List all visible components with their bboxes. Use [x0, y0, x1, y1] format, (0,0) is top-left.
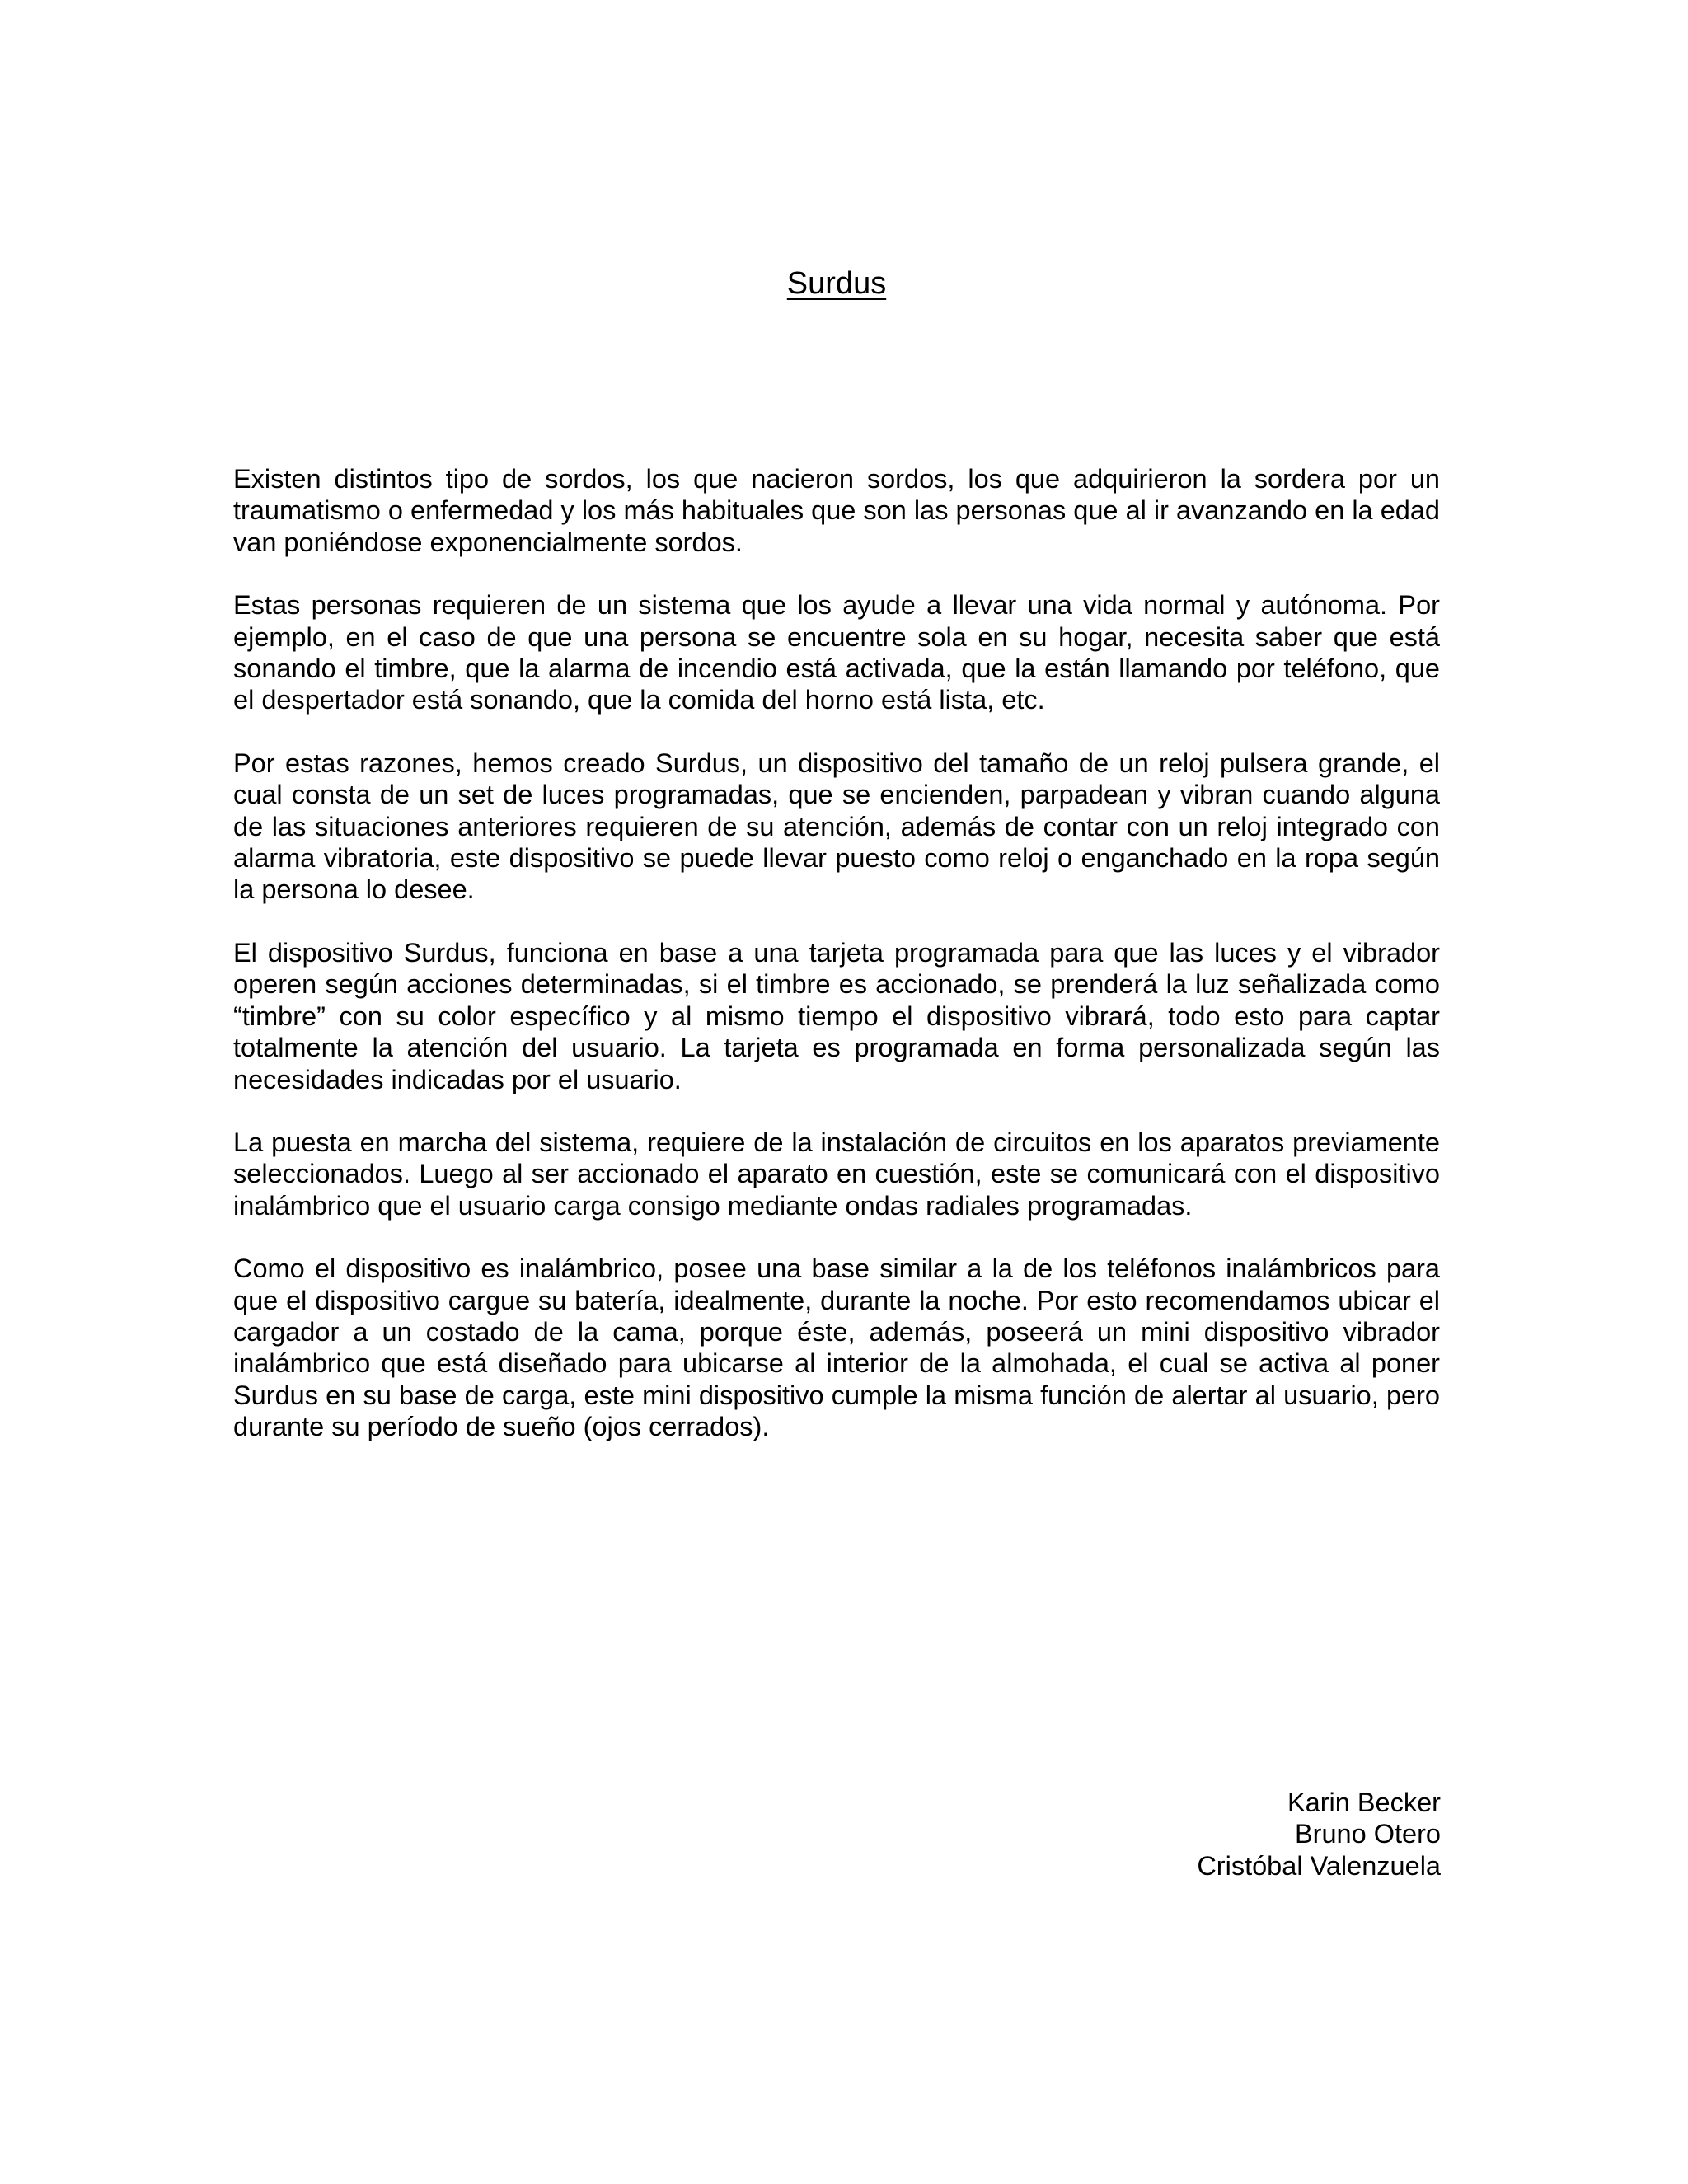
paragraph-5: La puesta en marcha del sistema, requiere de la instalación de circuitos en los aparatos previamente seleccionados. Luego al ser accionado el aparato en cuestión, este se comunicará con el dispositivo inalámbrico que el usuario carga consigo mediante ondas radiales programadas.: [233, 1127, 1440, 1221]
paragraph-3: Por estas razones, hemos creado Surdus, un dispositivo del tamaño de un reloj pulsera grande, el cual consta de un set de luces programadas, que se encienden, parpadean y vibran cuando alguna de las situaciones anteriores requieren de su atención, además de contar con un reloj integrado con alarma vibratoria, este dispositivo se puede llevar puesto como reloj o enganchado en la ropa según la persona lo desee.: [233, 748, 1440, 905]
document-title: Surdus: [786, 266, 887, 301]
author-name: Cristóbal Valenzuela: [1197, 1850, 1441, 1881]
paragraph-2: Estas personas requieren de un sistema que los ayude a llevar una vida normal y autónoma. Por ejemplo, en el caso de que una persona se encuentre sola en su hogar, necesita saber que está sonando el timbre, que la alarma de incendio está activada, que la están llamando por teléfono, que el despertador está sonando, que la comida del horno está lista, etc.: [233, 590, 1440, 715]
paragraph-4: El dispositivo Surdus, funciona en base a una tarjeta programada para que las luces y el vibrador operen según acciones determinadas, si el timbre es accionado, se prenderá la luz señalizada como “timbre” con su color específico y al mismo tiempo el dispositivo vibrará, todo esto para captar totalmente la atención del usuario. La tarjeta es programada en forma personalizada según las necesidades indicadas por el usuario.: [233, 937, 1440, 1094]
document-body: [233, 463, 1440, 1474]
paragraph-1: Existen distintos tipo de sordos, los que nacieron sordos, los que adquirieron la sordera por un traumatismo o enfermedad y los más habituales que son las personas que al ir avanzando en la edad van poniéndose exponencialmente sordos.: [233, 464, 1440, 557]
author-list: [1197, 1787, 1441, 1882]
paragraph-6: Como el dispositivo es inalámbrico, posee una base similar a la de los teléfonos inalámbricos para que el dispositivo cargue su batería, idealmente, durante la noche. Por esto recomendamos ubicar el cargador a un costado de la cama, porque éste, además, poseerá un mini dispositivo vibrador inalámbrico que está diseñado para ubicarse al interior de la almohada, el cual se activa al poner Surdus en su base de carga, este mini dispositivo cumple la misma función de alertar al usuario, pero durante su período de sueño (ojos cerrados).: [233, 1254, 1440, 1442]
author-name: Karin Becker: [1287, 1788, 1441, 1817]
author-name: Bruno Otero: [1294, 1819, 1441, 1849]
